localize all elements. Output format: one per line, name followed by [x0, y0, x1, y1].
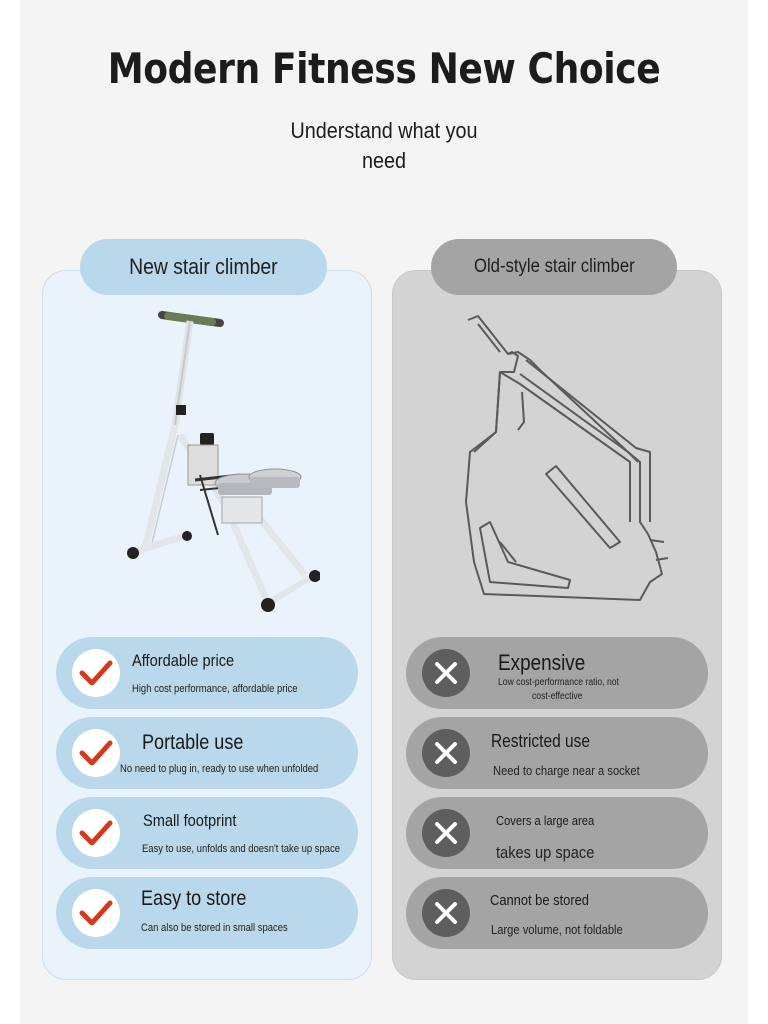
check-badge: [72, 889, 120, 937]
checkmark-icon: [72, 729, 120, 777]
item-title: Restricted use: [491, 731, 590, 751]
item-title: Covers a large area: [496, 813, 595, 828]
page-subtitle: [249, 116, 519, 176]
old-item-covers-large-area: [406, 797, 708, 869]
new-item-small-footprint: [56, 797, 358, 869]
cross-icon: [422, 889, 470, 937]
check-badge: [72, 729, 120, 777]
item-description: Need to charge near a socket: [493, 763, 640, 778]
checkmark-icon: [72, 889, 120, 937]
item-description: Easy to use, unfolds and doesn't take up space: [142, 843, 340, 855]
check-badge: [72, 809, 120, 857]
page-title: Modern Fitness New Choice: [107, 44, 661, 93]
old-climber-label: Old-style stair climber: [431, 239, 677, 295]
cross-badge: [422, 809, 470, 857]
old-item-cannot-be-stored: [406, 877, 708, 949]
item-title: Portable use: [142, 731, 244, 754]
item-description: No need to plug in, ready to use when unfolded: [120, 763, 319, 775]
item-title: Small footprint: [143, 811, 237, 830]
item-description: takes up space: [496, 843, 595, 862]
item-title: Affordable price: [132, 651, 235, 670]
cross-badge: [422, 729, 470, 777]
item-title: Expensive: [498, 650, 586, 675]
cross-icon: [422, 729, 470, 777]
cross-badge: [422, 649, 470, 697]
item-description: Can also be stored in small spaces: [141, 922, 288, 934]
item-description: Low cost-performance ratio, not: [498, 677, 619, 688]
checkmark-icon: [72, 809, 120, 857]
check-badge: [72, 649, 120, 697]
item-description: Large volume, not foldable: [491, 922, 623, 937]
subtitle-line-2: need: [361, 148, 407, 173]
subtitle-line-1: Understand what you: [290, 118, 478, 143]
item-title: Cannot be stored: [490, 892, 589, 909]
item-description-line-2: cost-effective: [532, 691, 583, 702]
new-item-easy-to-store: [56, 877, 358, 949]
new-climber-label: New stair climber: [80, 239, 327, 295]
folding-stair-climber-image: [100, 305, 320, 620]
stair-climber-outline-drawing: [460, 312, 690, 607]
old-item-restricted-use: [406, 717, 708, 789]
old-item-expensive: [406, 637, 708, 709]
item-title: Easy to store: [141, 887, 247, 910]
item-description: High cost performance, affordable price: [132, 683, 298, 695]
cross-icon: [422, 809, 470, 857]
comparison-page: [20, 0, 748, 1024]
new-item-portable-use: [56, 717, 358, 789]
new-item-affordable-price: [56, 637, 358, 709]
checkmark-icon: [72, 649, 120, 697]
cross-badge: [422, 889, 470, 937]
cross-icon: [422, 649, 470, 697]
